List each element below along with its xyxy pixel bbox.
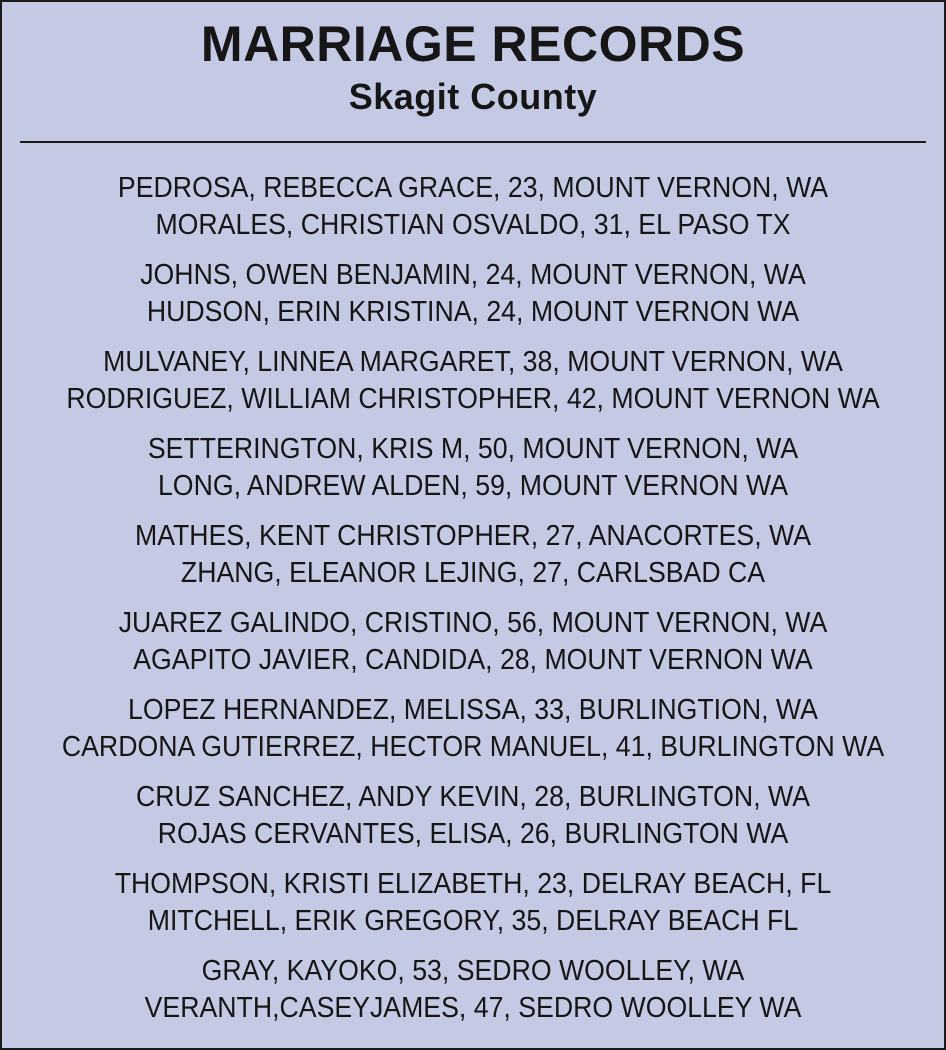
page-title: MARRIAGE RECORDS	[200, 16, 746, 72]
page-subtitle: Skagit County	[348, 76, 598, 117]
record-party-1: LOPEZ HERNANDEZ, MELISSA, 33, BURLINGTION, WA	[128, 694, 818, 726]
record-party-2: MITCHELL, ERIK GREGORY, 35, DELRAY BEACH FL	[147, 905, 799, 937]
record-entry	[2, 344, 944, 431]
record-party-2: ZHANG, ELEANOR LEJING, 27, CARLSBAD CA	[180, 557, 766, 589]
record-entry	[2, 605, 944, 692]
record-party-2: VERANTH,CASEYJAMES, 47, SEDRO WOOLLEY WA	[144, 992, 802, 1024]
record-party-2: RODRIGUEZ, WILLIAM CHRISTOPHER, 42, MOUNT VERNON WA	[66, 383, 880, 415]
record-party-2: AGAPITO JAVIER, CANDIDA, 28, MOUNT VERNON WA	[133, 644, 813, 676]
record-party-1: SETTERINGTON, KRIS M, 50, MOUNT VERNON, WA	[147, 433, 799, 465]
record-party-2: CARDONA GUTIERREZ, HECTOR MANUEL, 41, BURLINGTON WA	[61, 731, 885, 763]
records-list	[2, 170, 944, 1040]
record-party-1: JUAREZ GALINDO, CRISTINO, 56, MOUNT VERNON, WA	[118, 607, 828, 639]
record-entry	[2, 257, 944, 344]
record-entry	[2, 431, 944, 518]
record-party-1: GRAY, KAYOKO, 53, SEDRO WOOLLEY, WA	[201, 955, 745, 987]
record-entry	[2, 866, 944, 953]
record-party-1: CRUZ SANCHEZ, ANDY KEVIN, 28, BURLINGTON, WA	[135, 781, 811, 813]
record-party-1: THOMPSON, KRISTI ELIZABETH, 23, DELRAY BEACH, FL	[114, 868, 832, 900]
record-party-1: JOHNS, OWEN BENJAMIN, 24, MOUNT VERNON, WA	[140, 259, 806, 291]
record-party-1: MULVANEY, LINNEA MARGARET, 38, MOUNT VERNON, WA	[103, 346, 843, 378]
header-divider	[20, 141, 926, 143]
record-party-2: HUDSON, ERIN KRISTINA, 24, MOUNT VERNON WA	[146, 296, 800, 328]
record-entry	[2, 953, 944, 1040]
record-party-2: MORALES, CHRISTIAN OSVALDO, 31, EL PASO TX	[155, 209, 791, 241]
record-entry	[2, 170, 944, 257]
record-party-1: PEDROSA, REBECCA GRACE, 23, MOUNT VERNON, WA	[117, 172, 829, 204]
record-party-2: LONG, ANDREW ALDEN, 59, MOUNT VERNON WA	[157, 470, 789, 502]
record-entry	[2, 518, 944, 605]
record-party-2: ROJAS CERVANTES, ELISA, 26, BURLINGTON WA	[157, 818, 789, 850]
record-entry	[2, 779, 944, 866]
record-party-1: MATHES, KENT CHRISTOPHER, 27, ANACORTES, WA	[134, 520, 812, 552]
record-entry	[2, 692, 944, 779]
